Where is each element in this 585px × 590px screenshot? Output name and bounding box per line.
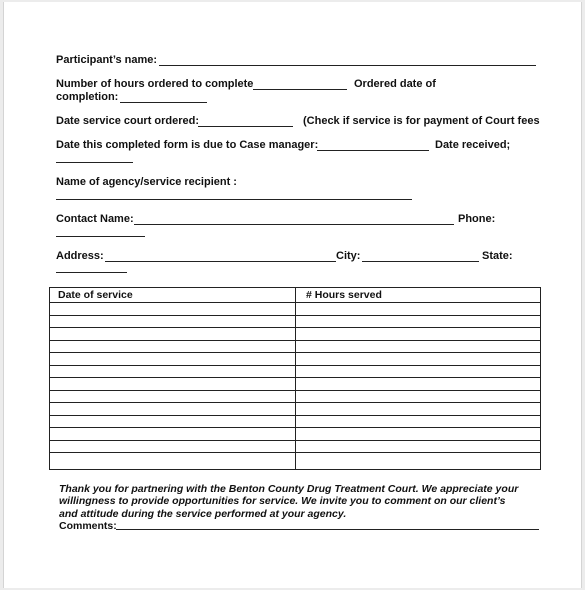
contact-name-line[interactable] [134,224,454,225]
due-date-line[interactable] [317,150,429,151]
phone-line[interactable] [56,236,145,237]
court-fees-check-label: (Check if service is for payment of Court fees [303,115,540,127]
comments-row [59,520,549,532]
ordered-date-label: Ordered date of [354,78,436,90]
comments-line[interactable] [116,529,539,530]
table-row[interactable] [50,402,540,403]
participant-name-line[interactable] [159,65,536,66]
table-row[interactable] [50,415,540,416]
closing-line-2: willingness to provide opportunities for service. We invite you to comment on our client’s [59,495,506,508]
table-row[interactable] [50,352,540,353]
hours-label: Number of hours ordered to complete [56,78,254,90]
city-line[interactable] [362,261,479,262]
service-hours-table [49,287,541,470]
phone-label: Phone: [458,213,496,225]
service-ordered-label: Date service court ordered: [56,115,200,127]
agency-label: Name of agency/service recipient : [56,176,237,188]
table-row[interactable] [50,365,540,366]
participant-label: Participant’s name: [56,54,158,66]
service-ordered-line[interactable] [198,126,293,127]
table-row[interactable] [50,452,540,453]
form-page [3,2,582,588]
closing-line-3: and attitude during the service performed at your agency. [59,507,347,520]
date-received-line[interactable] [56,162,133,163]
table-row[interactable] [50,427,540,428]
date-of-service-header: Date of service [58,289,133,301]
table-row[interactable] [50,440,540,441]
address-label: Address: [56,250,104,262]
table-row[interactable] [50,390,540,391]
hours-served-header: # Hours served [306,289,382,301]
agency-line[interactable] [56,199,412,200]
date-received-label: Date received; [435,139,511,151]
table-row[interactable] [50,340,540,341]
closing-text [59,483,549,532]
hours-line[interactable] [253,89,347,90]
address-line[interactable] [105,261,336,262]
table-row[interactable] [50,315,540,316]
completion-date-line[interactable] [120,102,207,103]
comments-label: Comments: [59,519,117,532]
table-row[interactable] [50,327,540,328]
due-date-label: Date this completed form is due to Case manager: [56,139,319,151]
state-line[interactable] [56,272,127,273]
city-label: City: [336,250,361,262]
table-row[interactable] [50,377,540,378]
contact-label: Contact Name: [56,213,134,225]
closing-line-1: Thank you for partnering with the Benton County Drug Treatment Court. We appreciate your [59,483,519,495]
state-label: State: [482,250,513,262]
completion-label: completion: [56,91,119,103]
